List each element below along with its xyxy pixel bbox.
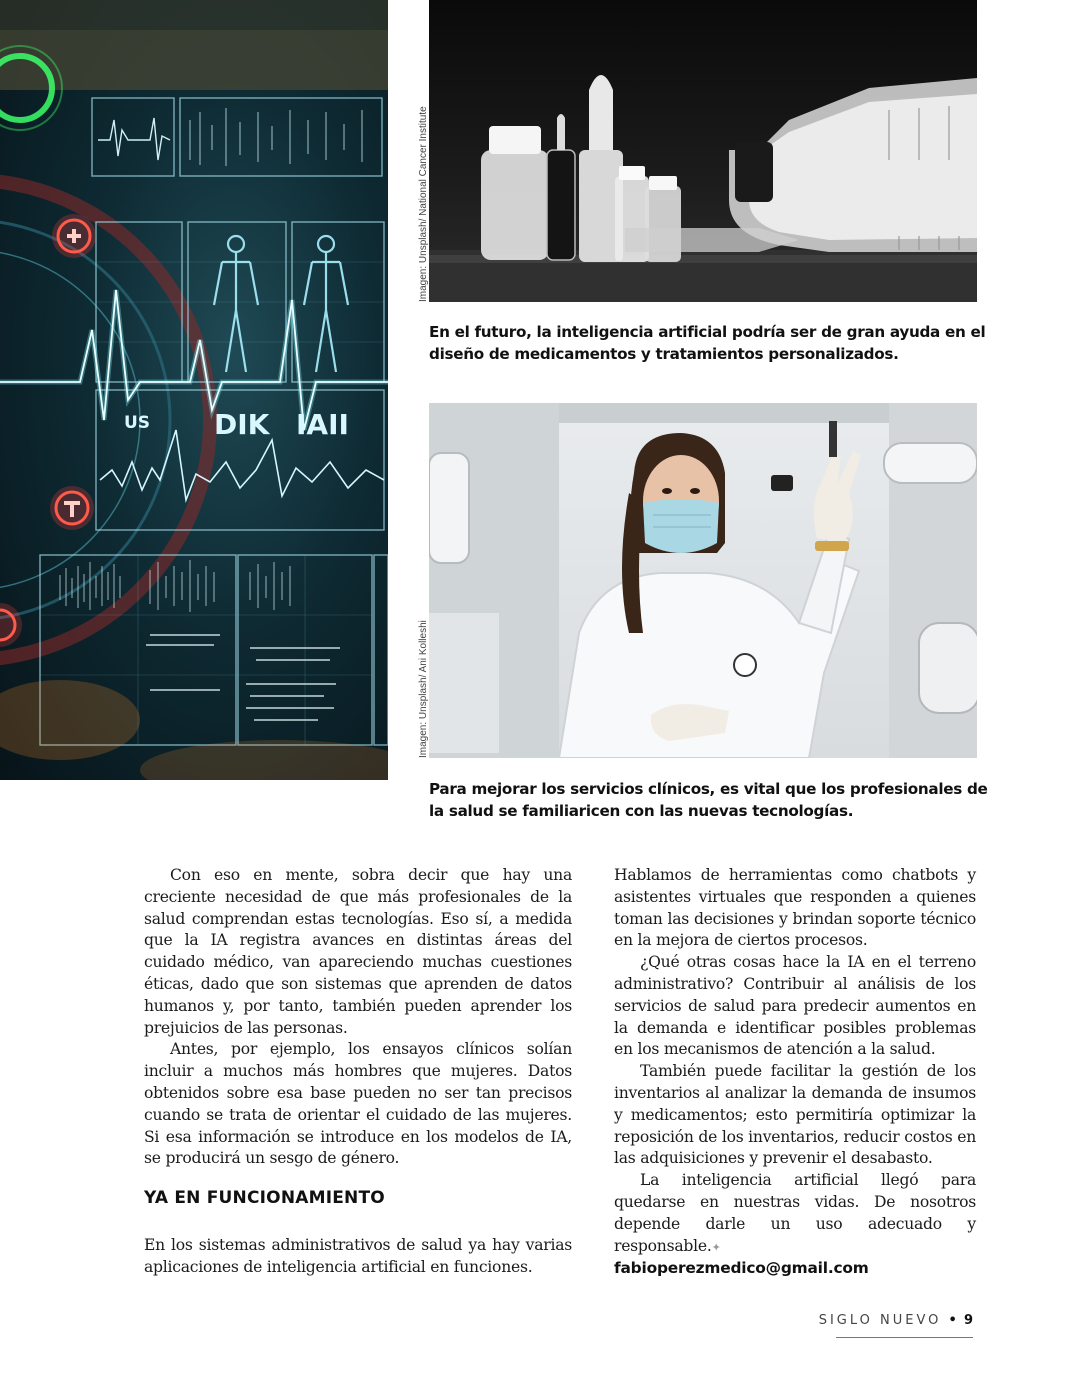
article-column-left-lower: [144, 1235, 572, 1279]
body-paragraph: Hablamos de herramientas como chatbots y asistentes virtuales que responden a quienes toman las decisiones y brindan soporte técnico en la mejora de ciertos procesos.: [614, 866, 976, 950]
closing-text: La inteligencia artificial llegó para quedarse en nuestras vidas. De nosotros depende darle un uso adecuado y responsable.: [614, 1171, 976, 1255]
hero-graphic: [0, 0, 388, 780]
article-column-right: [614, 865, 976, 1280]
magazine-name: SIGLO NUEVO: [818, 1313, 942, 1328]
body-paragraph: Con eso en mente, sobra decir que hay una creciente necesidad de que más profesionales de la salud comprendan estas tecnologías. Eso sí, a medida que la IA registra avances en distintas áreas del cuidado médico, van apareciendo muchas cuestiones éticas, dado que son sistemas que aprenden de datos humanos y, por tanto, también pueden aprender los prejuicios de las personas.: [144, 866, 572, 1037]
photo-medicine-vials: [429, 0, 977, 302]
photo1-caption: En el futuro, la inteligencia artificial podría ser de gran ayuda en el diseño de medicamentos y tratamientos personalizados.: [429, 323, 986, 363]
body-paragraph: Antes, por ejemplo, los ensayos clínicos solían incluir a muchos más hombres que mujeres. Datos obtenidos sobre esa base pueden no ser tan precisos cuando se trata de orientar el cuidado de las mujeres. Si esa información se introduce en los modelos de IA, se producirá un sesgo de género.: [144, 1040, 572, 1168]
author-email-line: [614, 1258, 976, 1280]
author-email: fabioperezmedico@gmail.com: [614, 1259, 869, 1278]
closing-paragraph: [614, 1170, 976, 1258]
footer-separator: •: [948, 1313, 957, 1328]
hero-label-1: US: [124, 413, 151, 433]
lab-graphic: [429, 403, 977, 758]
photo2-credit: Imagen: Unsplash/ Ani Kolleshi: [418, 620, 429, 758]
body-paragraph: También puede facilitar la gestión de los inventarios al analizar la demanda de insumos y medicamentos; esto permitiría optimizar la reposición de los inventarios, reducir costos en las adquisiciones y prevenir el desabasto.: [614, 1062, 976, 1168]
body-paragraph: ¿Qué otras cosas hace la IA en el terreno administrativo? Contribuir al análisis de los servicios de salud para predecir aumentos en la demanda e identificar posibles problemas en los mecanismos de atención a la salud.: [614, 953, 976, 1059]
page-number: 9: [963, 1313, 973, 1328]
hero-label-3: IAII: [296, 408, 349, 441]
photo-lab-professional: [429, 403, 977, 758]
article-column-left: [144, 865, 572, 1170]
photo2-caption: Para mejorar los servicios clínicos, es vital que los profesionales de la salud se familiaricen con las nuevas tecnologías.: [429, 780, 988, 820]
photo1-credit: Imagen: Unsplash/ National Cancer Institute: [418, 106, 429, 302]
end-mark-icon: ✦: [711, 1240, 721, 1254]
section-heading: YA EN FUNCIONAMIENTO: [144, 1188, 385, 1208]
body-paragraph: En los sistemas administrativos de salud ya hay varias aplicaciones de inteligencia artificial en funciones.: [144, 1236, 572, 1276]
hero-illustration: [0, 0, 388, 780]
page-footer: [819, 1313, 973, 1328]
footer-rule: [836, 1337, 973, 1338]
hero-label-2: DIK: [214, 408, 270, 441]
vials-graphic: [429, 0, 977, 302]
